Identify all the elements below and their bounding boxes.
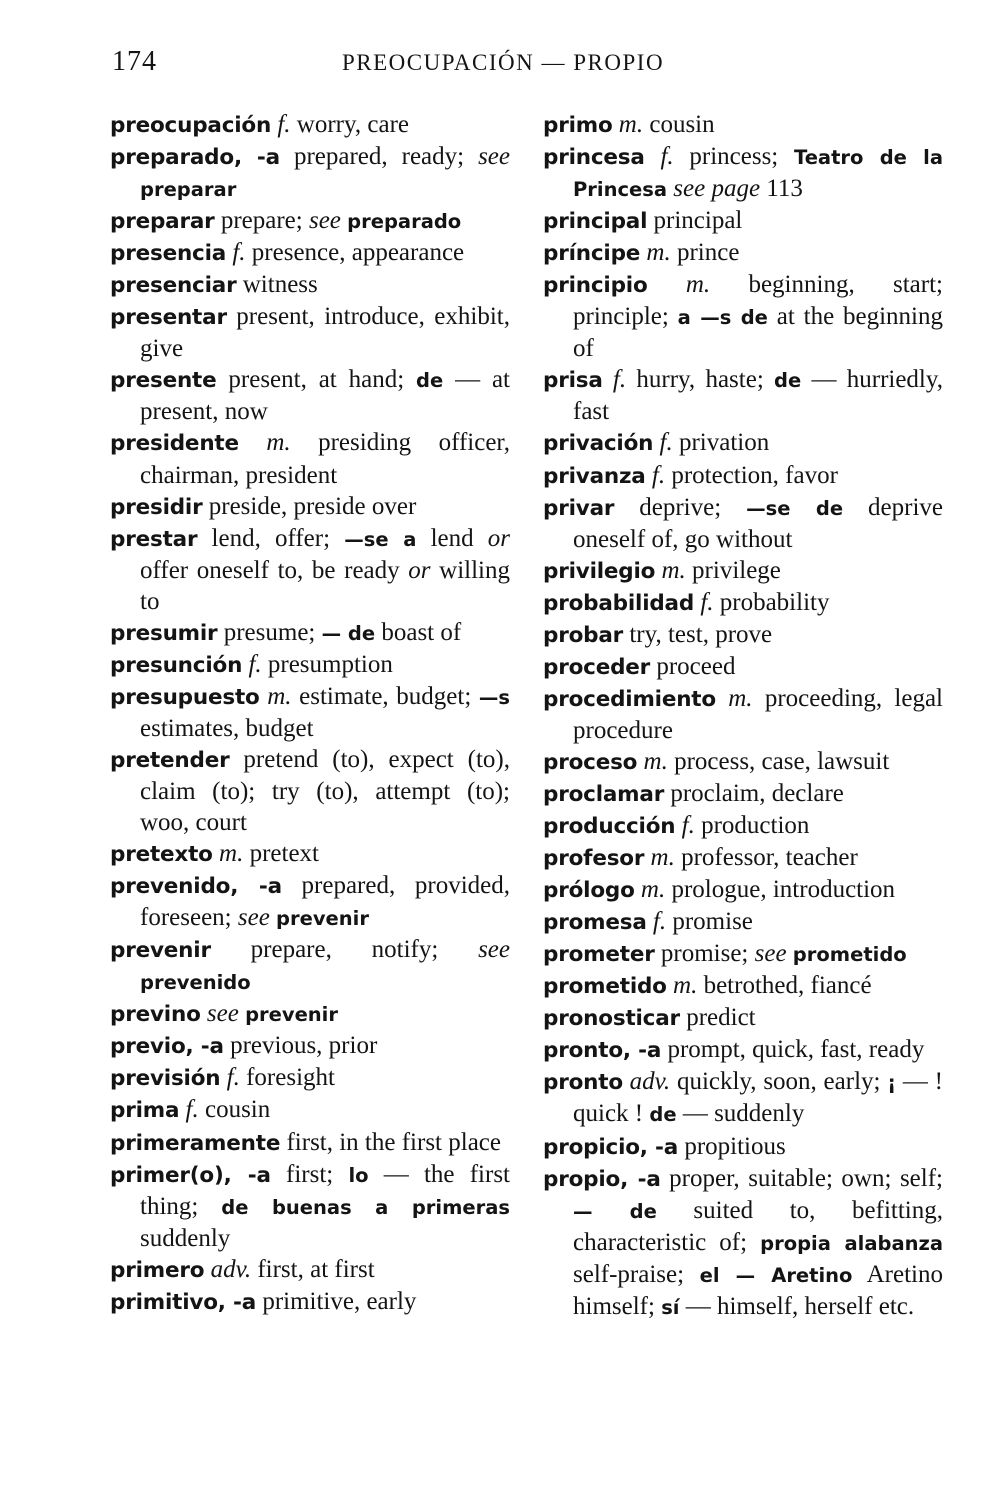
headword: previo, -a <box>110 1034 224 1060</box>
grammar-label: m. <box>259 682 300 710</box>
headword: previsión <box>110 1066 221 1092</box>
definition-text: first; <box>270 1160 349 1188</box>
dictionary-entry <box>543 906 943 938</box>
definition-text: — suddenly <box>676 1100 805 1128</box>
dictionary-entry <box>543 1066 943 1130</box>
definition-text: proceeding, legal procedure <box>573 684 943 744</box>
headword: pretender <box>110 747 230 773</box>
headword: pronto, -a <box>543 1038 662 1064</box>
definition-text: offer oneself to, be ready <box>140 556 409 584</box>
headword: preparado, -a <box>110 145 280 171</box>
definition-text: prepared, provided, foreseen; <box>140 872 510 932</box>
dictionary-entry <box>543 746 943 778</box>
grammar-label: or <box>487 524 511 552</box>
grammar-label: f. <box>675 812 702 840</box>
headword: privilegio <box>543 558 656 584</box>
phrase: prevenir <box>276 907 369 931</box>
dictionary-entry <box>110 617 510 649</box>
dictionary-entry <box>110 364 510 427</box>
headword: pronosticar <box>543 1006 680 1032</box>
grammar-label: m. <box>212 840 250 868</box>
headword: presentar <box>110 305 227 331</box>
phrase: de <box>416 369 444 393</box>
grammar-label: see <box>754 940 793 968</box>
definition-text: — the first thing; <box>140 1160 511 1220</box>
grammar-label: f. <box>179 1096 205 1124</box>
grammar-label: adv. <box>204 1255 258 1283</box>
dictionary-entry <box>543 269 943 364</box>
phrase: prometido <box>792 943 907 967</box>
dictionary-entry <box>543 1002 943 1034</box>
definition-text: privilege <box>692 556 781 584</box>
dictionary-entry <box>543 970 943 1002</box>
grammar-label: see <box>237 904 277 932</box>
dictionary-entry <box>543 874 943 906</box>
phrase: preparar <box>140 178 237 202</box>
definition-text: protection, favor <box>671 461 838 489</box>
dictionary-entry <box>110 1062 510 1094</box>
grammar-label: m. <box>612 111 650 138</box>
headword: proclamar <box>543 781 665 807</box>
headword: preparar <box>110 209 215 235</box>
definition-text: suddenly <box>140 1224 231 1252</box>
dictionary-entry <box>110 205 510 237</box>
headword: promesa <box>543 910 647 936</box>
dictionary-entry <box>543 683 943 746</box>
headword: prima <box>110 1098 180 1124</box>
headword: prevenido, -a <box>110 874 282 900</box>
headword: príncipe <box>543 241 641 267</box>
definition-text: hurry, haste; <box>636 366 775 394</box>
dictionary-entry <box>543 460 943 492</box>
definition-text: process, case, lawsuit <box>674 747 890 775</box>
dictionary-entry <box>543 237 943 269</box>
definition-text: previous, prior <box>223 1032 378 1060</box>
definition-text: promise <box>672 908 753 936</box>
definition-text: propitious <box>678 1132 786 1160</box>
page-header <box>112 46 942 82</box>
headword: prevenir <box>110 938 211 964</box>
dictionary-entry <box>110 1127 510 1159</box>
dictionary-entry <box>110 427 510 490</box>
definition-text: present, introduce, exhibit, give <box>140 303 510 363</box>
definition-text: probability <box>719 588 830 616</box>
phrase: —se de <box>746 496 844 520</box>
headword: primitivo, -a <box>110 1289 257 1315</box>
definition-text: Aretino himself; <box>573 1260 943 1320</box>
dictionary-entry <box>110 681 510 744</box>
definition-text: primitive, early <box>256 1287 417 1315</box>
phrase: a —s de <box>677 306 768 330</box>
definition-text: lend, offer; <box>197 524 345 552</box>
definition-text: prepared, ready; <box>279 143 479 171</box>
phrase: prevenir <box>245 1003 338 1027</box>
headword: presunción <box>110 652 243 678</box>
headword: primero <box>110 1257 205 1283</box>
definition-text: proceed <box>650 652 736 680</box>
phrase: lo <box>348 1163 369 1187</box>
dictionary-entry <box>543 810 943 842</box>
headword: prometer <box>543 942 655 968</box>
grammar-label: m. <box>637 747 675 775</box>
definition-text: presence, appearance <box>251 239 465 267</box>
dictionary-entry <box>110 649 510 681</box>
dictionary-entry <box>110 109 510 141</box>
grammar-label: f. <box>645 461 672 489</box>
dictionary-entry <box>543 141 943 205</box>
definition-text: — ! quick ! <box>573 1068 943 1128</box>
phrase: ¡ <box>887 1071 897 1095</box>
page-number: 174 <box>112 46 157 77</box>
grammar-label: m. <box>634 876 672 904</box>
definition-text: beginning, start; principle; <box>573 271 943 331</box>
definition-text: try, test, prove <box>623 620 773 648</box>
grammar-label: see <box>308 207 348 235</box>
headword: primo <box>543 113 613 138</box>
headword: preocupación <box>110 113 272 138</box>
grammar-label: f. <box>644 143 690 171</box>
grammar-label: adv. <box>622 1068 677 1096</box>
definition-text: quickly, soon, early; <box>676 1068 888 1096</box>
dictionary-entry <box>543 1131 943 1163</box>
dictionary-entry <box>110 491 510 523</box>
definition-text: lend <box>416 524 488 552</box>
definition-text: promise; <box>654 940 755 968</box>
definition-text: prologue, introduction <box>671 876 896 904</box>
phrase: Teatro de la Princesa <box>573 146 943 202</box>
definition-text: estimate, budget; <box>299 682 479 710</box>
definition-text: 113 <box>766 175 803 203</box>
headword: proceso <box>543 749 638 775</box>
dictionary-entry <box>110 1254 510 1286</box>
grammar-label: f. <box>602 366 637 394</box>
headword: presente <box>110 368 217 394</box>
grammar-label: m. <box>655 556 693 584</box>
definition-text: prompt, quick, fast, ready <box>661 1036 925 1064</box>
dictionary-entry <box>110 141 510 205</box>
left-column <box>110 109 510 1318</box>
headword: prestar <box>110 526 198 552</box>
definition-text: first, at first <box>257 1255 375 1283</box>
grammar-label: f. <box>271 111 297 138</box>
definition-text: predict <box>679 1004 756 1032</box>
dictionary-entry <box>543 492 943 555</box>
definition-text: foresight <box>246 1064 335 1092</box>
definition-text: proclaim, declare <box>664 779 844 807</box>
definition-text: principal <box>647 207 743 235</box>
definition-text: willing to <box>140 556 511 615</box>
definition-text: cousin <box>649 111 715 138</box>
definition-text: betrothed, fiancé <box>703 972 872 1000</box>
dictionary-entry <box>110 269 510 301</box>
grammar-label: see <box>478 143 510 171</box>
definition-text: pretext <box>249 840 319 868</box>
running-head: PREOCUPACIÓN — PROPIO <box>342 50 665 75</box>
grammar-label: f. <box>646 908 673 936</box>
dictionary-entry <box>543 109 943 141</box>
grammar-label: m. <box>647 271 749 299</box>
phrase: prevenido <box>140 971 251 995</box>
definition-text: cousin <box>204 1096 271 1124</box>
definition-text: pretend (to), expect (to), claim (to); try (to), attempt (to); woo, court <box>140 745 510 837</box>
headword: principio <box>543 273 648 299</box>
dictionary-entry <box>543 938 943 970</box>
grammar-label: m. <box>238 429 319 457</box>
grammar-label: see page <box>667 175 767 203</box>
headword: propio, -a <box>543 1166 661 1192</box>
phrase: el — Aretino <box>699 1263 853 1287</box>
headword: primeramente <box>110 1130 281 1156</box>
headword: propicio, -a <box>543 1134 679 1160</box>
definition-text: production <box>701 812 810 840</box>
phrase: preparado <box>347 210 462 234</box>
grammar-label: m. <box>666 972 704 1000</box>
grammar-label: m. <box>715 684 765 712</box>
definition-text: presiding officer, chairman, president <box>140 429 510 489</box>
definition-text: at the beginning of <box>573 303 944 363</box>
headword: prometido <box>543 974 667 1000</box>
definition-text: first, in the first place <box>280 1128 501 1156</box>
headword: princesa <box>543 145 645 171</box>
phrase: — de <box>573 1199 657 1223</box>
definition-text: preside, preside over <box>202 492 417 520</box>
phrase: — de <box>321 621 376 645</box>
definition-text: prepare, notify; <box>210 936 479 964</box>
headword: previno <box>110 1002 201 1028</box>
phrase: —se a <box>344 527 417 551</box>
phrase: sí <box>661 1295 680 1319</box>
definition-text: deprive oneself of, go without <box>573 493 943 553</box>
dictionary-entry <box>110 838 510 870</box>
dictionary-entry <box>110 237 510 269</box>
dictionary-entry <box>543 587 943 619</box>
headword: procedimiento <box>543 686 716 712</box>
definition-text: princess; <box>689 143 794 171</box>
dictionary-entry <box>543 427 943 459</box>
grammar-label: see <box>200 1000 246 1028</box>
headword: profesor <box>543 846 645 872</box>
grammar-label: f. <box>220 1064 247 1092</box>
dictionary-entry <box>543 778 943 810</box>
right-column <box>543 109 943 1323</box>
dictionary-entry <box>543 555 943 587</box>
grammar-label: f. <box>242 650 268 678</box>
headword: probar <box>543 622 624 648</box>
grammar-label: m. <box>640 239 677 267</box>
headword: presupuesto <box>110 684 260 710</box>
headword: presencia <box>110 241 227 267</box>
dictionary-entry <box>110 998 510 1030</box>
dictionary-entry <box>543 651 943 683</box>
definition-text: proper, suitable; own; self; <box>660 1164 943 1192</box>
headword: privación <box>543 431 654 457</box>
definition-text: witness <box>236 271 318 299</box>
grammar-label: m. <box>644 844 682 872</box>
dictionary-entry <box>110 301 510 364</box>
definition-text: boast of <box>375 618 462 646</box>
definition-text: estimates, budget <box>140 714 314 742</box>
phrase: de buenas a primeras <box>221 1195 511 1219</box>
headword: principal <box>543 209 648 235</box>
definition-text: prince <box>676 239 740 267</box>
phrase: de <box>649 1103 677 1127</box>
dictionary-entry <box>110 1094 510 1126</box>
dictionary-entry <box>543 842 943 874</box>
definition-text: presumption <box>267 650 393 678</box>
dictionary-entry <box>110 934 510 998</box>
dictionary-entry <box>110 1159 510 1254</box>
grammar-label: or <box>408 556 431 584</box>
phrase: —s <box>478 685 510 709</box>
definition-text: — at present, now <box>140 366 510 426</box>
definition-text: — hurriedly, fast <box>573 366 944 426</box>
dictionary-entry <box>543 205 943 237</box>
dictionary-entry <box>110 744 510 838</box>
dictionary-entry <box>543 1163 943 1323</box>
headword: producción <box>543 814 676 840</box>
headword: privar <box>543 495 615 521</box>
dictionary-entry <box>543 364 943 427</box>
dictionary-entry <box>110 1030 510 1062</box>
headword: primer(o), -a <box>110 1162 271 1188</box>
headword: presidente <box>110 431 239 457</box>
definition-text: professor, teacher <box>681 844 858 872</box>
headword: presumir <box>110 620 218 646</box>
headword: probabilidad <box>543 590 695 616</box>
dictionary-entry <box>110 870 510 934</box>
grammar-label: f. <box>653 429 679 457</box>
grammar-label: f. <box>226 239 252 267</box>
phrase: propia alabanza <box>760 1231 943 1255</box>
definition-text: self-praise; <box>573 1260 700 1288</box>
definition-text: worry, care <box>296 111 409 138</box>
definition-text: prepare; <box>214 207 309 235</box>
dictionary-entry <box>110 523 510 617</box>
dictionary-entry <box>543 1034 943 1066</box>
headword: privanza <box>543 463 646 489</box>
definition-text: deprive; <box>614 493 747 521</box>
definition-text: — himself, herself etc. <box>679 1292 915 1320</box>
definition-text: privation <box>678 429 770 457</box>
headword: prisa <box>543 368 603 394</box>
headword: proceder <box>543 654 651 680</box>
definition-text: presume; <box>217 618 322 646</box>
phrase: de <box>774 369 802 393</box>
grammar-label: see <box>478 936 510 964</box>
dictionary-entry <box>543 619 943 651</box>
dictionary-entry <box>110 1286 510 1318</box>
headword: presidir <box>110 494 203 520</box>
definition-text: suited to, befitting, characteristic of; <box>573 1196 943 1256</box>
definition-text: present, at hand; <box>216 366 417 394</box>
headword: pronto <box>543 1070 623 1096</box>
headword: prólogo <box>543 878 635 904</box>
headword: pretexto <box>110 842 213 868</box>
grammar-label: f. <box>694 588 720 616</box>
headword: presenciar <box>110 273 237 299</box>
